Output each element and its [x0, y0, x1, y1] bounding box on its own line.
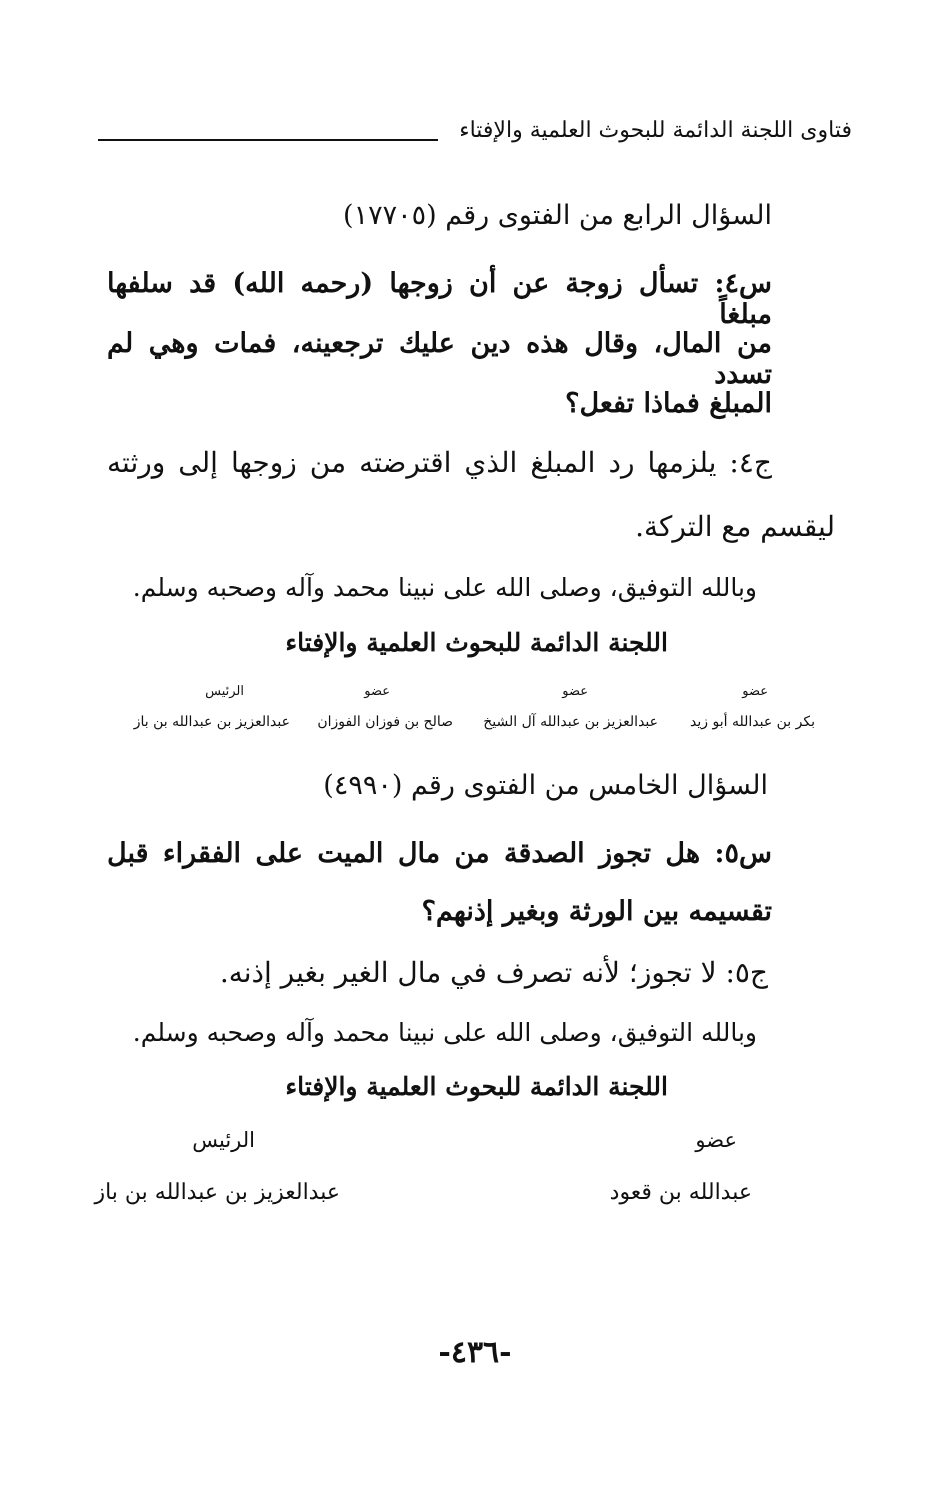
fatwa-1-sig-3-name: صالح بن فوزان الفوزان: [317, 714, 453, 730]
fatwa-1-sig-2-name: عبدالعزيز بن عبدالله آل الشيخ: [483, 714, 658, 730]
fatwa-1-answer-line-1: ج٤: يلزمها رد المبلغ الذي اقترضته من زوجها إلى ورثته: [107, 446, 772, 479]
fatwa-2-committee-name: اللجنة الدائمة للبحوث العلمية والإفتاء: [285, 1072, 668, 1101]
fatwa-2-sig-2-role: الرئيس: [192, 1128, 255, 1152]
fatwa-1-sig-4-role: الرئيس: [205, 684, 244, 699]
fatwa-1-sig-3-role: عضو: [364, 684, 390, 699]
fatwa-1-sig-1-role: عضو: [742, 684, 768, 699]
fatwa-2-sig-1-name: عبدالله بن قعود: [609, 1180, 752, 1205]
fatwa-1-closing: وبالله التوفيق، وصلى الله على نبينا محمد وآله وصحبه وسلم.: [132, 573, 757, 602]
fatwa-1-question-line-3: المبلغ فماذا تفعل؟: [565, 388, 772, 419]
fatwa-1-question-line-1: س٤: تسأل زوجة عن أن زوجها (رحمه الله) قد سلفها مبلغاً: [107, 268, 772, 330]
fatwa-2-sig-2-name: عبدالعزيز بن عبدالله بن باز: [94, 1180, 340, 1205]
fatwa-1-sig-1-name: بكر بن عبدالله أبو زيد: [690, 714, 815, 730]
fatwa-2-sig-1-role: عضو: [695, 1128, 737, 1152]
fatwa-2-question-line-2: تقسيمه بين الورثة وبغير إذنهم؟: [421, 896, 772, 927]
fatwa-1-committee-name: اللجنة الدائمة للبحوث العلمية والإفتاء: [285, 628, 668, 657]
fatwa-1-answer-line-2: ليقسم مع التركة.: [635, 510, 835, 543]
running-header-title: فتاوى اللجنة الدائمة للبحوث العلمية والإفتاء: [459, 118, 852, 143]
fatwa-2-closing: وبالله التوفيق، وصلى الله على نبينا محمد وآله وصحبه وسلم.: [132, 1018, 757, 1047]
fatwa-2-question-line-1: س٥: هل تجوز الصدقة من مال الميت على الفقراء قبل: [107, 838, 772, 869]
header-rule: [98, 139, 438, 141]
fatwa-1-question-line-2: من المال، وقال هذه دين عليك ترجعينه، فمات وهي لم تسدد: [107, 328, 772, 390]
fatwa-2-heading: السؤال الخامس من الفتوى رقم (٤٩٩٠): [323, 770, 768, 801]
fatwa-1-heading: السؤال الرابع من الفتوى رقم (١٧٧٠٥): [343, 200, 772, 231]
fatwa-1-sig-4-name: عبدالعزيز بن عبدالله بن باز: [133, 714, 290, 730]
fatwa-2-answer: ج٥: لا تجوز؛ لأنه تصرف في مال الغير بغير إذنه.: [219, 956, 768, 989]
fatwa-1-sig-2-role: عضو: [562, 684, 588, 699]
page-number: -٤٣٦-: [438, 1335, 512, 1370]
